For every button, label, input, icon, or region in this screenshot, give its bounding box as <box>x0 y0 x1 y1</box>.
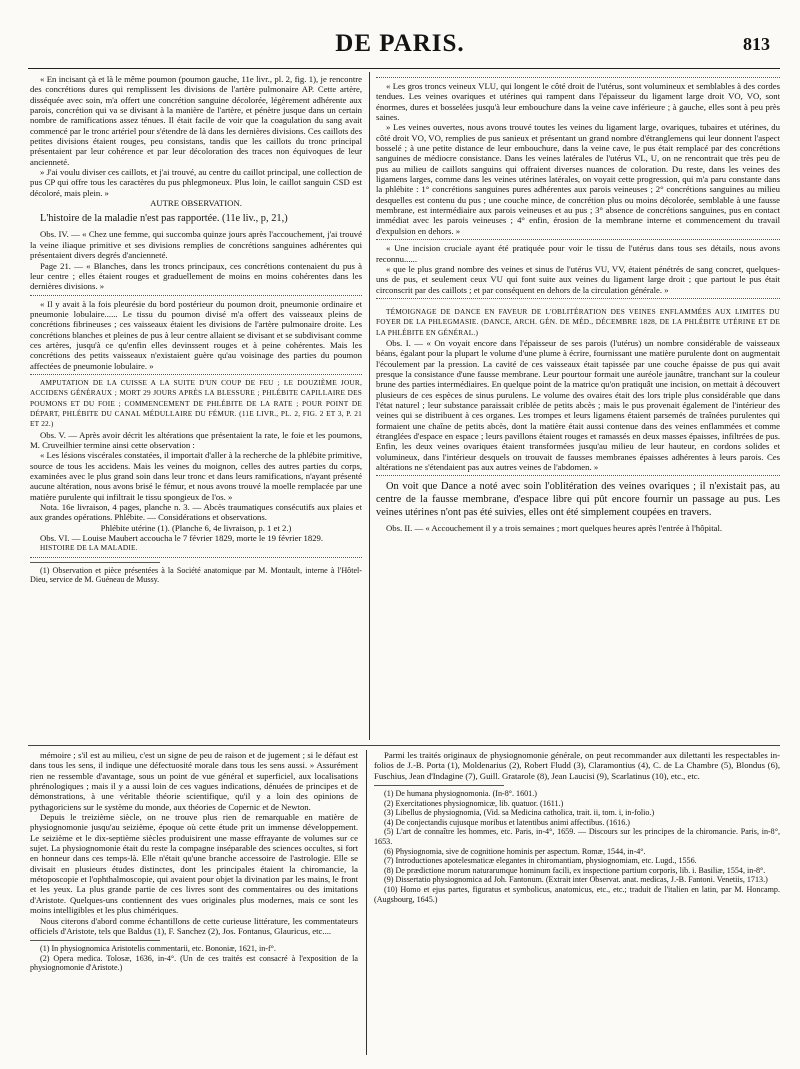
footnote: (8) De prædictione morum naturarumque hominum facili, ex inspectione partium corporis, lib. i. Basiliæ, 1554, in-8°. <box>384 865 766 875</box>
masthead <box>22 30 778 66</box>
dotted-separator <box>376 475 780 476</box>
small-caps-heading: HISTOIRE DE LA MALADIE. <box>40 543 138 553</box>
lead-paragraph: L'histoire de la maladie n'est pas rapportée. (11e liv., p, 21,) <box>40 213 288 225</box>
footnote: (9) Dissertatio physiognomica ad Joh. Fantonum. (Extrait inter Observat. anat. medicas, J.-B. Fantoni. Venetiis, 1713.) <box>384 875 768 885</box>
page-number: 813 <box>743 34 770 54</box>
column-divider-lower <box>366 750 367 1055</box>
paragraph: Nous citerons d'abord comme échantillons de cette curieuse littérature, les commentateurs officiels d'Aristote, tels que Baldus (1), F. Sanchez (2), Jos. Fontanus, Glauricus, etc.... <box>30 915 358 936</box>
footnote: (4) De conjectandis cujusque moribus et latentibus animi affectibus. (1616.) <box>384 817 630 827</box>
footnote: (7) Introductiones apotelesmaticæ elegantes in chiromantiam, physiognomiam, etc. Lugd., 1556. <box>384 856 697 866</box>
lower-right-column <box>374 750 780 1055</box>
dotted-separator <box>30 557 362 558</box>
footnote: (3) Libellus de physiognomia, (Vid. sa Medicina catholica, trait. ii, tom. i, in-folio.) <box>384 808 655 818</box>
paragraph: Obs. I. — « On voyait encore dans l'épaisseur de ses parois (l'utérus) un nombre considérable de vaisseaux béans, égalant pour la plupart le volume d'une plume à écrire, fournissant une matière purulente dont on augmentait l'écoulement par la pression. La cavité de ces vaisseaux était tapissée par une couche épaisse de pus qui avait presque la consistance d'une fausse membrane. Leur pourtour formait une auréole jaunâtre, tranchant sur la couleur brune des parties intermédiaires. En quelque point de la matrice qu'on pratiquât une incision, on mettait à découvert plusieurs de ces espèces de sinus purulens. Le volume des ovaires était des lors triple plus considérable que dans l'état naturel ; leur substance paraissait criblée de petits abcès ; mais le pus provenait également de l'intérieur des veines qui se distribuent à ces organes. Les trompes et leurs ligamens étaient parsemés de traînées purulentes qui formaient une chaîne de petits abcès, dont la matière était aussi contenue dans des veines enflammées et comme étranglées d'espace en espace ; leurs pavillons étaient rouges et ramassés en deux masses épaisses, infiltrées de pus. Enfin, les deux veines ovariques étaient transformées jusqu'au milieu de leur hauteur, en cordons solides et volumineux, dans l'intérieur desquels on trouvait de fausses membranes épaisses adhérentes à leurs parois. Ces altérations ne s'étendaient pas aux autres veines de l'abdomen. » <box>376 337 780 473</box>
paragraph: Obs. IV. — « Chez une femme, qui succomba quinze jours après l'accouchement, j'ai trouvé la veine iliaque primitive et ses divisions remplies de concrétions sanguines adhérentes qui présentaient divers degrés d'ancienneté. <box>30 229 362 261</box>
dotted-separator <box>30 295 362 296</box>
paragraph: Obs. II. — « Accouchement il y a trois semaines ; mort quelques heures après l'entrée à l'hôpital. <box>386 523 723 534</box>
paragraph: Obs. VI. — Louise Maubert accoucha le 7 février 1829, morte le 19 février 1829. <box>40 533 324 544</box>
dotted-separator <box>376 298 780 299</box>
small-caps-heading: AMPUTATION DE LA CUISSE A LA SUITE D'UN COUP DE FEU ; LE DOUZIÈME JOUR, ACCIDENS GÉNÉRAUX ; MORT 29 JOURS APRÈS LA BLESSURE ; PHLÉBITE CAPILLAIRE DES POUMONS ET DU FOIE ; COMMENCEMENT DE PHLÉBITE DE LA RATE ; POUR POINT DE DÉPART, PHLÉBITE DU CANAL MÉDULLAIRE DU FÉMUR. (11E LIVR., PL. 2, FIG. 2 ET 3, P. 21 ET 22.) <box>30 377 362 429</box>
footnote: (1) In physiognomica Aristotelis commentarii, etc. Bononiæ, 1621, in-f°. <box>40 944 276 954</box>
paragraph: « Il y avait à la fois pleurésie du bord postérieur du poumon droit, pneumonie ordinaire et pneumonie lobulaire...... Le tissu du poumon divisé m'a offert des vaisseaux pleins de concrétions fibrineuses ; ces vaisseaux étaient les divisions de l'artère pulmonaire droite. Les concrétions blanches et pleines de pus à leur centre allaient se divisant et se subdivisant comme ces artères, jusqu'à ce qu'enfin elles devinssent rouges et à peine cohérentes. Mais les concrétions des petits vaisseaux n'existaient guère qu'au voisinage des parties du poumon affectées de pneumonie lobulaire. » <box>30 298 362 371</box>
footnote: (6) Physiognomia, sive de cognitione hominis per aspectum. Romæ, 1544, in-4°. <box>384 846 646 856</box>
centered-heading: AUTRE OBSERVATION. <box>150 198 242 209</box>
paragraph: « Une incision cruciale ayant été pratiquée pour voir le tissu de l'utérus dans tous ses détails, nous avons reconnu...... <box>376 243 780 264</box>
footnote: (10) Homo et ejus partes, figuratus et symbolicus, anatomicus, etc., etc.; traduit de l'italien en latin, par M. Honcamp. (Augsbourg, 1645.) <box>374 884 780 904</box>
footnote-rule <box>30 562 160 563</box>
centered-heading: Phlébite utérine (1). (Planche 6, 4e livraison, p. 1 et 2.) <box>100 522 292 533</box>
footnote-rule <box>30 940 160 941</box>
paragraph: Page 21. — « Blanches, dans les troncs principaux, ces concrétions contenaient du pus à leur centre ; elles étaient rouges et graduellement de moins en moins cohérentes dans les dernières divisions. » <box>30 260 362 292</box>
paragraph: Nota. 16e livraison, 4 pages, planche n. 3. — Abcès traumatiques consécutifs aux plaies et aux grandes opérations. Phlébite. — Considérations et observations. <box>30 502 362 523</box>
dotted-separator <box>30 374 362 375</box>
dotted-separator <box>376 239 780 240</box>
lead-paragraph: On voit que Dance a noté avec soin l'oblitération des veines ovariques ; il n'existait pas, au centre de la fausse membrane, d'espace libre qui pût encore fournir un passage au pus. Les veines utérines n'ont pas été suivies, elles ont été simplement coupées en travers. <box>376 481 780 519</box>
upper-right-column <box>376 74 780 740</box>
paragraph: » Les veines ouvertes, nous avons trouvé toutes les veines du ligament large, ovariques, tubaires et utérines, du côté droit VO, VO, remplies de pus sanieux et présentant un grand nombre d'étranglemens qui leur donnent l'aspect bosselé ; à une petite distance de leur embouchure, dans la veine cave, le pus était remplacé par des concrétions sanguines de médiocre consistance. Dans les veines latérales de l'utérus VL, U, on ne rencontrait que très peu de pus au milieu de caillots sanguins qui offraient diverses nuances de coloration. Du reste, dans les veines des ligamens larges, comme dans les veines utérines latérales, on voyait cette progression, qui m'a paru constante dans la phlébite : 1° concrétions sanguines pures adhérentes aux parois veineuses ; 2° concrétions sanguines au milieu desquelles est contenu du pus ; une couche mince, de concrétion plus ou moins décolorée, semblable à une fausse membrane, est intermédiaire aux parois veineuses et au pus ; 3° absence de concrétions sanguines, pus en contact immédiat avec les parois veineuses ; 4° enfin, érosion de la membrane interne et commencement du travail d'expulsion en dehors. » <box>376 122 780 236</box>
newspaper-title: DE PARIS. <box>335 30 465 57</box>
footnote: (1) Observation et pièce présentées à la Société anatomique par M. Montault, interne à l'Hôtel-Dieu, service de M. Guéneau de Mussy. <box>30 565 362 585</box>
footnote: (5) L'art de connaître les hommes, etc. Paris, in-4°, 1659. — Discours sur les principes de la chiromancie. Paris, in-8°, 1653. <box>374 827 780 846</box>
paragraph: « que le plus grand nombre des veines et sinus de l'utérus VU, VV, étaient pénétrés de sang concret, quelques-uns de pus, et seulement ceux VU qui font suite aux veines du ligament large droit ; que partout le pus était circonscrit par des caillots ; et par conséquent en dehors de la circulation générale. » <box>376 263 780 295</box>
paragraph: mémoire ; s'il est au milieu, c'est un signe de peu de raison et de jugement ; si le défaut est dans tous les sens, il indique une défectuosité morale dans tous les sens aussi. » Assurément rien ne ressemble d'avantage, sous un point de vue général et superficiel, aux localisations phrénologiques ; mais il y a aussi loin de ces vagues indications, dénuées de principes et de démonstrations, à une véritable théorie scientifique, qu'il y a loin des opinions de pythagoriciens sur le système du monde, aux théories de Copernic et de Newton. <box>30 750 358 812</box>
dotted-separator <box>376 77 780 78</box>
footnote: (2) Opera medica. Tolosæ, 1636, in-4°. (Un de ces traités est consacré à l'exposition de la physiognomonie d'Aristote.) <box>30 953 358 973</box>
masthead-rule <box>28 68 780 69</box>
footnote-rule <box>374 785 504 786</box>
paragraph: » J'ai voulu diviser ces caillots, et j'ai trouvé, au centre du caillot principal, une collection de pus CP qui offre tous les caractères du pus phlegmoneux. Plus loin, le caillot sanguin CSD est décoloré, mais plein. » <box>30 167 362 198</box>
paragraph: « En incisant çà et là le même poumon (poumon gauche, 11e livr., pl. 2, fig. 1), je rencontre des concrétions dures qui remplissent les divisions de l'artère pulmonaire AP. Cette artère, disséquée avec soin, m'a offert une concrétion sanguine décolorée, légèrement adhérente aux parois, concrétion qui va se divisant à la manière de l'artère, et pénètre jusque dans un certain nombre de ramifications assez ténues. Il était facile de voir que la coagulation du sang avait commencé par le tronc artériel pour s'étendre de là dans les dernières divisions. Ces caillots des petites divisions étaient rouges, peu consistans, tandis que les caillots du tronc principal présentaient par leur cohérence et par leur décoloration des traces non équivoques de leur ancienneté. <box>30 74 362 167</box>
small-caps-heading: TÉMOIGNAGE DE DANCE EN FAVEUR DE L'OBLITÉRATION DES VEINES ENFLAMMÉES AUX LIMITES DU FOYER DE LA PHLEGMASIE. (DANCE, ARCH. GÉN. DE MÉD., DÉCEMBRE 1828, DE LA PHLÉBITE UTÉRINE ET DE LA PHLÉBITE EN GÉNÉRAL.) <box>376 306 780 337</box>
paragraph: Depuis le treizième siècle, on ne trouve plus rien de remarquable en matière de physiognomonie jusqu'au seizième, époque où cette étude prit un immense développement. Le seizième et le dix-septième siècles produisirent une masse effrayante de volumes sur ce sujet. La physiognomonie était du reste la compagne inséparable des sciences occultes, si fort en honneur dans ces temps-là. Elle n'était qu'une branche accessoire de l'astrologie. Elle se divisait en plusieurs études distinctes, dont les principales étaient la chiromancie, la métoposcopie et l'ophthalmoscopie, qui avaient pour objet la divination par les mains, le front et les yeux. La plus grande partie de ces livres sont des commentaires ou des imitations d'Aristote. Quelques-uns contiennent des vues originales plus modernes, mais ce sont les moins intelligibles et les plus chimériques. <box>30 812 358 916</box>
feuilleton-rule <box>28 745 780 746</box>
paragraph: « Les lésions viscérales constatées, il importait d'aller à la recherche de la phlébite primitive, source de tous les accidens. Mais les veines du moignon, celles des autres parties du corps, examinées avec le plus grand soin dans leur tronc et dans leurs ramifications, n'ayant présenté aucune altération, nous avons brisé le fémur, et nous avons trouvé la moelle remplacée par une matière purulente qui infiltrait le tissu spongieux de l'os. » <box>30 450 362 502</box>
upper-left-column <box>30 74 362 740</box>
lower-left-column <box>30 750 358 1055</box>
footnote: (2) Exercitationes physiognomicæ, lib. quatuor. (1611.) <box>384 798 564 808</box>
paragraph: « Les gros troncs veineux VLU, qui longent le côté droit de l'utérus, sont volumineux et semblables à des cordes tendues. Les veines ovariques et utérines qui rampent dans l'épaisseur du ligament large droit VO, VO, sont énormes, dures et bosselées jusqu'à leur embouchure dans la veine cave inférieure ; à gauche, elles sont à peu près saines. <box>376 81 780 123</box>
column-divider-upper <box>369 72 370 740</box>
paragraph: Obs. V. — Après avoir décrit les altérations que présentaient la rate, le foie et les poumons, M. Cruveilhier termine ainsi cette observation : <box>30 429 362 450</box>
footnote: (1) De humana physiognomonia. (In-8°. 1601.) <box>384 789 537 799</box>
paragraph: Parmi les traités originaux de physiognomonie générale, on peut recommander aux dilettanti les respectables in-folios de J.-B. Porta (1), Moldenarius (2), Robert Fludd (3), Claramontius (4), C. de La Chambre (5), Blondus (6), Fuschius, Jean d'Indagine (7), Guill. Gratarole (8), Jean Laucisi (9), Scarlatinus (10), etc., etc. <box>374 750 780 781</box>
